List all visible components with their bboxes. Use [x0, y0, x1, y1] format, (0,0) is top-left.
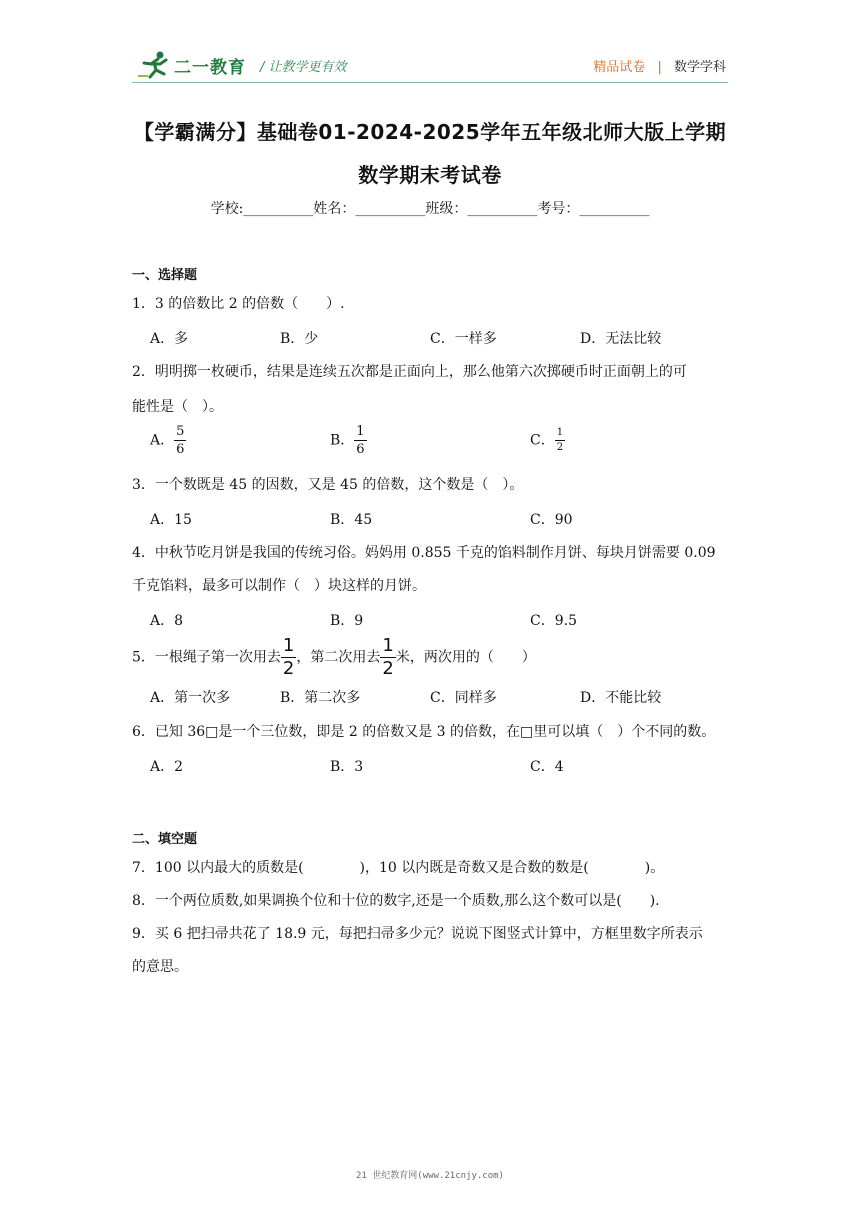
q3-option-a: A．15 — [150, 512, 192, 528]
q1-option-c: C．一样多 — [430, 331, 497, 347]
question-6: 6．已知 36□是一个三位数，即是 2 的倍数又是 3 的倍数，在□里可以填（ ）个不同的数。 — [132, 724, 716, 740]
q3-option-c: C．90 — [530, 512, 573, 528]
header-divider — [132, 82, 728, 83]
subject-label: 数学学科 — [673, 60, 726, 75]
denominator: 6 — [356, 442, 365, 457]
q2-option-c — [530, 428, 565, 453]
header-tags — [593, 56, 726, 75]
student-info-line: 学校:__________姓名：__________班级：__________考号：__________ — [210, 201, 650, 217]
fraction — [281, 637, 296, 678]
fraction — [354, 425, 366, 456]
q6-option-b: B．3 — [330, 759, 364, 775]
q5-option-a: A．第一次多 — [150, 690, 231, 706]
numerator: 5 — [176, 424, 185, 439]
q2-option-b — [330, 425, 367, 456]
question-8: 8．一个两位质数,如果调换个位和十位的数字,还是一个质数,那么这个数可以是( ). — [132, 893, 660, 909]
q5-option-b: B．第二次多 — [280, 690, 361, 706]
question-1: 1．3 的倍数比 2 的倍数（ ）. — [132, 296, 345, 312]
logo — [136, 48, 347, 82]
page-footer: 21 世纪教育网(www.21cnjy.com) — [356, 1171, 504, 1181]
section-fill-heading: 二、填空题 — [132, 832, 198, 847]
q5-text-part3: 米，两次用的（ ） — [395, 649, 536, 666]
q6-option-a: A．2 — [150, 759, 184, 775]
question-3: 3．一个数既是 45 的因数，又是 45 的倍数，这个数是（ ）。 — [132, 477, 524, 493]
question-4-line2: 千克馅料，最多可以制作（ ）块这样的月饼。 — [132, 578, 426, 594]
question-2-line2: 能性是（ ）。 — [132, 399, 223, 415]
q4-option-b: B．9 — [330, 613, 364, 629]
denominator: 2 — [382, 658, 394, 679]
q2-option-a — [150, 425, 186, 456]
q5-option-c: C．同样多 — [430, 690, 497, 706]
page-title-line1: 【学霸满分】基础卷01-2024-2025学年五年级北师大版上学期 — [133, 120, 727, 144]
numerator: 1 — [382, 635, 394, 656]
question-7: 7．100 以内最大的质数是( )，10 以内既是奇数又是合数的数是( )。 — [132, 860, 665, 876]
tag-separator: | — [657, 60, 662, 75]
q4-option-c: C．9.5 — [530, 613, 577, 629]
numerator: 1 — [356, 424, 365, 439]
denominator: 6 — [176, 442, 185, 457]
q1-option-d: D．无法比较 — [580, 331, 662, 347]
numerator: 1 — [555, 428, 565, 441]
q2-option-b-label: B． — [330, 432, 355, 449]
fraction — [555, 428, 565, 453]
page-title-line2: 数学期末考试卷 — [358, 163, 502, 187]
brand-name: 二一教育 — [174, 57, 246, 78]
runner-logo-icon — [136, 50, 170, 80]
numerator: 1 — [282, 635, 295, 656]
denominator: 2 — [556, 442, 564, 453]
q5-option-d: D．不能比较 — [580, 690, 662, 706]
q5-text-part2: ，第二次用去 — [296, 649, 381, 666]
question-5 — [132, 637, 536, 678]
question-2-line1: 2．明明掷一枚硬币，结果是连续五次都是正面向上，那么他第六次掷硬币时正面朝上的可 — [132, 364, 687, 380]
fraction — [380, 637, 395, 678]
question-4-line1: 4．中秋节吃月饼是我国的传统习俗。妈妈用 0.855 千克的馅料制作月饼、每块月饼需要 0.09 — [132, 545, 716, 561]
q4-option-a: A．8 — [150, 613, 184, 629]
question-9-line2: 的意思。 — [132, 959, 188, 975]
q2-option-c-label: C． — [530, 432, 555, 449]
q1-option-b: B．少 — [280, 331, 319, 347]
brand-slogan: / 让教学更有效 — [260, 59, 347, 75]
q2-option-a-label: A． — [150, 432, 175, 449]
q6-option-c: C．4 — [530, 759, 564, 775]
question-9-line1: 9．买 6 把扫帚共花了 18.9 元，每把扫帚多少元？说说下图竖式计算中，方框里数字所表示 — [132, 926, 703, 942]
q5-text-part1: 5．一根绳子第一次用去 — [132, 649, 281, 666]
denominator: 2 — [282, 658, 295, 679]
fraction — [174, 425, 186, 456]
q1-option-a: A．多 — [150, 331, 189, 347]
tag-label: 精品试卷 — [593, 60, 646, 75]
section-choice-heading: 一、选择题 — [132, 268, 198, 283]
q3-option-b: B．45 — [330, 512, 373, 528]
